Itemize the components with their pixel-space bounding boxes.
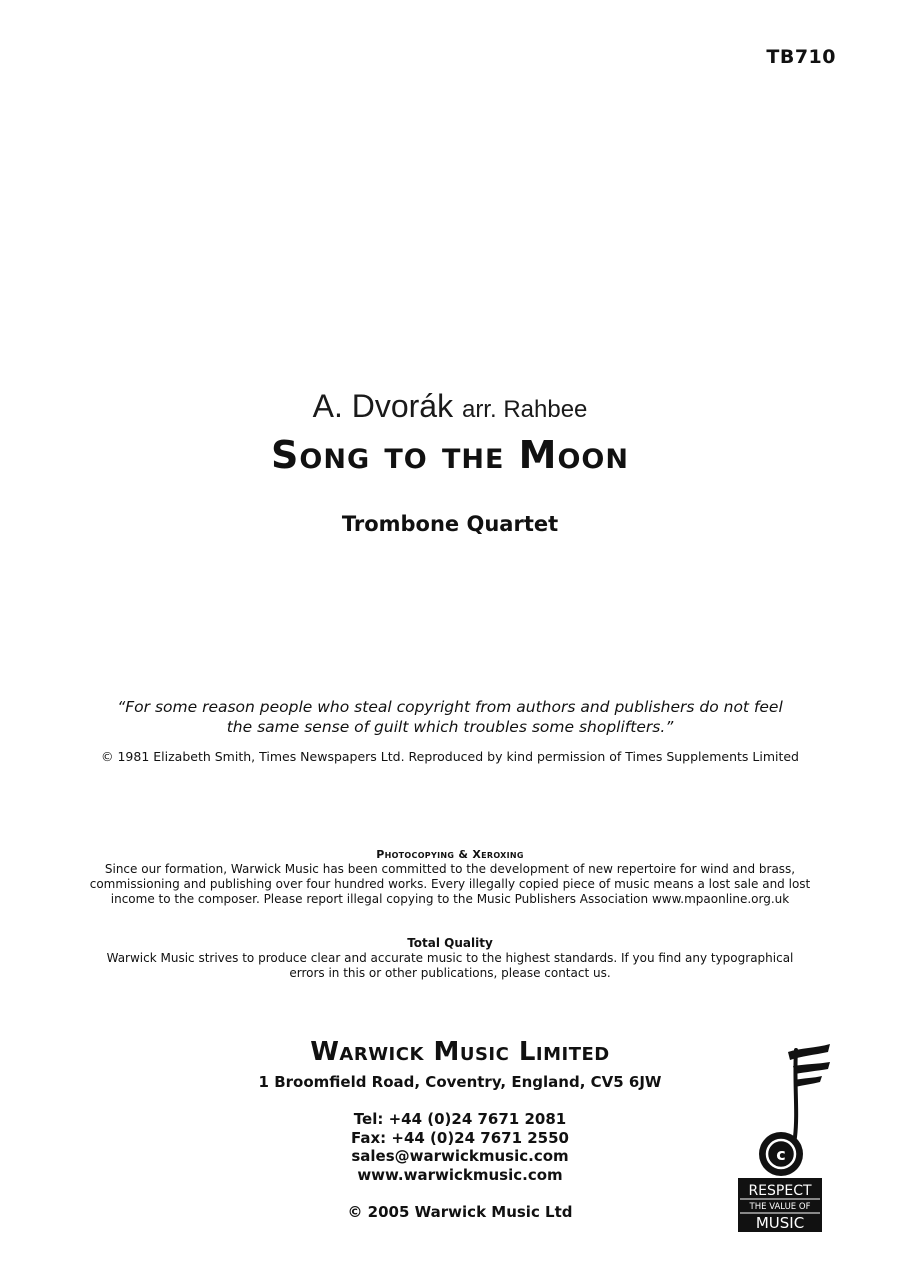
- fax: Fax: +44 (0)24 7671 2550: [350, 1128, 569, 1147]
- composer-line: [0, 388, 900, 425]
- respect-music-logo: [738, 1042, 838, 1232]
- notice-line: Since our formation, Warwick Music has been committed to the development of new repertoire for wind and brass,: [104, 862, 796, 876]
- composer-name: A. Dvorák: [312, 388, 454, 424]
- copyright-notice: © 2005 Warwick Music Ltd: [347, 1203, 573, 1221]
- copyright-quote: [0, 697, 900, 737]
- publisher-contact: [200, 1110, 720, 1184]
- photocopying-notice: [0, 862, 900, 907]
- note-flag-icon: [794, 1076, 822, 1087]
- note-flag-icon: [788, 1044, 830, 1060]
- note-flag-icon: [793, 1062, 830, 1074]
- quality-notice: [0, 951, 900, 981]
- photocopying-heading: Photocopying & Xeroxing: [376, 848, 524, 861]
- publisher-address: 1 Broomfield Road, Coventry, England, CV5 6JW: [258, 1073, 662, 1091]
- website: www.warwickmusic.com: [357, 1165, 563, 1184]
- quote-credit: © 1981 Elizabeth Smith, Times Newspapers Ltd. Reproduced by kind permission of Times Supplements Limited: [101, 749, 799, 764]
- logo-line: MUSIC: [755, 1214, 805, 1232]
- notice-line: errors in this or other publications, please contact us.: [289, 966, 611, 980]
- quote-line: “For some reason people who steal copyright from authors and publishers do not feel: [117, 698, 783, 716]
- logo-line: RESPECT: [748, 1183, 812, 1199]
- quality-heading: Total Quality: [407, 936, 493, 950]
- telephone: Tel: +44 (0)24 7671 2081: [353, 1110, 567, 1128]
- notice-line: Warwick Music strives to produce clear and accurate music to the highest standards. If you find any typographical: [106, 951, 794, 965]
- quote-line: the same sense of guilt which troubles some shoplifters.”: [226, 718, 674, 736]
- svg-text:c: c: [776, 1145, 786, 1164]
- ensemble-subtitle: Trombone Quartet: [341, 512, 559, 536]
- piece-title: Song to the Moon: [271, 433, 629, 477]
- email: sales@warwickmusic.com: [351, 1147, 569, 1165]
- arranger-name: arr. Rahbee: [461, 396, 588, 423]
- notice-line: income to the composer. Please report illegal copying to the Music Publishers Association www.mpaonline.org.uk: [110, 892, 790, 906]
- publisher-name: Warwick Music Limited: [310, 1037, 610, 1067]
- logo-line: THE VALUE OF: [749, 1202, 811, 1212]
- catalogue-number: TB710: [766, 46, 836, 68]
- notice-line: commissioning and publishing over four hundred works. Every illegally copied piece of music means a lost sale and lost: [89, 877, 811, 891]
